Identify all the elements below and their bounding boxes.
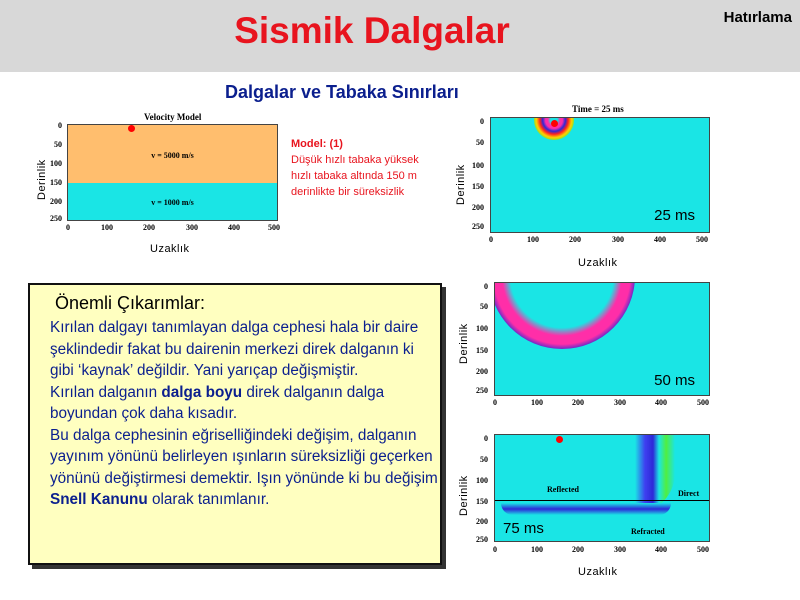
model-x-tick: 500 xyxy=(268,223,280,232)
model-plot-title: Velocity Model xyxy=(144,112,202,122)
snapshot-x-tick: 500 xyxy=(697,545,709,554)
model-x-tick: 0 xyxy=(66,223,70,232)
snapshot-x-tick: 100 xyxy=(527,235,539,244)
interface-line xyxy=(495,500,709,501)
snapshot-title: Time = 25 ms xyxy=(572,104,624,114)
snapshot-y-tick: 50 xyxy=(480,302,488,311)
snapshot-x-axis-label: Uzaklık xyxy=(578,566,618,578)
model-top-velocity: v = 5000 m/s xyxy=(151,151,194,160)
snapshot-y-tick: 150 xyxy=(476,497,488,506)
direct-label: Direct xyxy=(678,489,700,498)
model-y-axis-label: Derinlik xyxy=(36,159,48,200)
model-y-tick: 0 xyxy=(58,121,62,130)
snapshot-x-tick: 400 xyxy=(655,398,667,407)
snapshot-x-tick: 0 xyxy=(489,235,493,244)
model-description xyxy=(291,136,419,200)
snapshot-y-axis-label: Derinlik xyxy=(458,323,470,364)
snapshot-75ms-plot xyxy=(494,434,710,542)
summary-paragraph: Kırılan dalganın dalga boyu direk dalganın dalga boyundan çok daha kısadır. xyxy=(50,383,385,422)
snapshot-y-tick: 200 xyxy=(472,203,484,212)
reflected-label: Reflected xyxy=(547,485,579,494)
snapshot-25ms-plot xyxy=(490,117,710,233)
snapshot-x-tick: 400 xyxy=(654,235,666,244)
model-layer-bottom xyxy=(68,183,277,220)
model-y-tick: 250 xyxy=(50,214,62,223)
snapshot-y-tick: 200 xyxy=(476,517,488,526)
snapshot-y-tick: 100 xyxy=(472,161,484,170)
snapshot-time-label: 50 ms xyxy=(654,372,695,389)
snapshot-x-tick: 200 xyxy=(569,235,581,244)
model-x-axis-label: Uzaklık xyxy=(150,243,190,255)
snapshot-y-axis-label: Derinlik xyxy=(458,475,470,516)
snapshot-y-tick: 250 xyxy=(476,386,488,395)
slide-title: Sismik Dalgalar xyxy=(234,10,510,51)
model-y-tick: 50 xyxy=(54,140,62,149)
snapshot-y-tick: 50 xyxy=(480,455,488,464)
snapshot-x-tick: 200 xyxy=(572,545,584,554)
snapshot-y-tick: 50 xyxy=(476,138,484,147)
snapshot-y-tick: 100 xyxy=(476,324,488,333)
model-bottom-velocity: v = 1000 m/s xyxy=(151,198,194,207)
summary-paragraph: Bu dalga cephesinin eğriselliğindeki değişim, dalganın yayınım yönünü belirleyen ışınların süreksizliği geçerken yönünü değiştirmesi demektir. Işın yönünde ki bu değişim Snell Kanunu olarak tanımlanır. xyxy=(50,426,438,508)
snapshot-y-tick: 0 xyxy=(484,434,488,443)
model-description-heading: Model: (1) xyxy=(291,138,343,150)
source-marker xyxy=(128,125,135,132)
slide-tag: Hatırlama xyxy=(723,9,792,26)
model-x-tick: 300 xyxy=(186,223,198,232)
snapshot-time-label: 75 ms xyxy=(503,520,544,537)
summary-heading: Önemli Çıkarımlar: xyxy=(55,293,206,313)
model-description-line: hızlı tabaka altında 150 m xyxy=(291,170,417,182)
model-y-tick: 200 xyxy=(50,197,62,206)
snapshot-x-tick: 300 xyxy=(614,545,626,554)
snapshot-x-tick: 100 xyxy=(531,398,543,407)
model-x-tick: 400 xyxy=(228,223,240,232)
snapshot-y-tick: 200 xyxy=(476,367,488,376)
snapshot-x-tick: 400 xyxy=(655,545,667,554)
model-x-tick: 200 xyxy=(143,223,155,232)
model-description-line: Düşük hızlı tabaka yüksek xyxy=(291,154,419,166)
snapshot-time-label: 25 ms xyxy=(654,207,695,224)
wavefront-circle xyxy=(494,282,635,349)
source-marker xyxy=(556,436,563,443)
section-subtitle: Dalgalar ve Tabaka Sınırları xyxy=(225,82,459,102)
snapshot-x-tick: 0 xyxy=(493,545,497,554)
snapshot-y-tick: 100 xyxy=(476,476,488,485)
model-description-line: derinlikte bir süreksizlik xyxy=(291,186,405,198)
snapshot-y-tick: 150 xyxy=(472,182,484,191)
summary-box xyxy=(28,283,442,565)
snapshot-x-tick: 300 xyxy=(614,398,626,407)
model-y-tick: 150 xyxy=(50,178,62,187)
snapshot-x-tick: 200 xyxy=(572,398,584,407)
snapshot-x-tick: 0 xyxy=(493,398,497,407)
snapshot-y-tick: 0 xyxy=(480,117,484,126)
refracted-wavefront xyxy=(501,503,671,515)
snapshot-x-tick: 100 xyxy=(531,545,543,554)
model-layer-top xyxy=(68,125,277,183)
summary-body xyxy=(50,317,440,511)
snapshot-y-tick: 0 xyxy=(484,282,488,291)
snapshot-y-tick: 250 xyxy=(476,535,488,544)
snapshot-50ms-plot xyxy=(494,282,710,396)
snapshot-x-tick: 500 xyxy=(697,398,709,407)
velocity-model-plot xyxy=(67,124,278,221)
snapshot-x-axis-label: Uzaklık xyxy=(578,257,618,269)
model-x-tick: 100 xyxy=(101,223,113,232)
summary-paragraph: Kırılan dalgayı tanımlayan dalga cephesi hala bir daire şeklindedir fakat bu dairenin merkezi direk dalganın ki gibi ‘kaynak’ değildir. Yani yarıçap değişmiştir. xyxy=(50,319,419,379)
snapshot-y-tick: 150 xyxy=(476,346,488,355)
model-y-tick: 100 xyxy=(50,159,62,168)
snapshot-y-axis-label: Derinlik xyxy=(455,164,467,205)
snapshot-y-tick: 250 xyxy=(472,222,484,231)
source-marker xyxy=(551,120,558,127)
refracted-label: Refracted xyxy=(631,527,665,536)
snapshot-x-tick: 300 xyxy=(612,235,624,244)
direct-wavefront xyxy=(635,435,675,513)
snapshot-x-tick: 500 xyxy=(696,235,708,244)
